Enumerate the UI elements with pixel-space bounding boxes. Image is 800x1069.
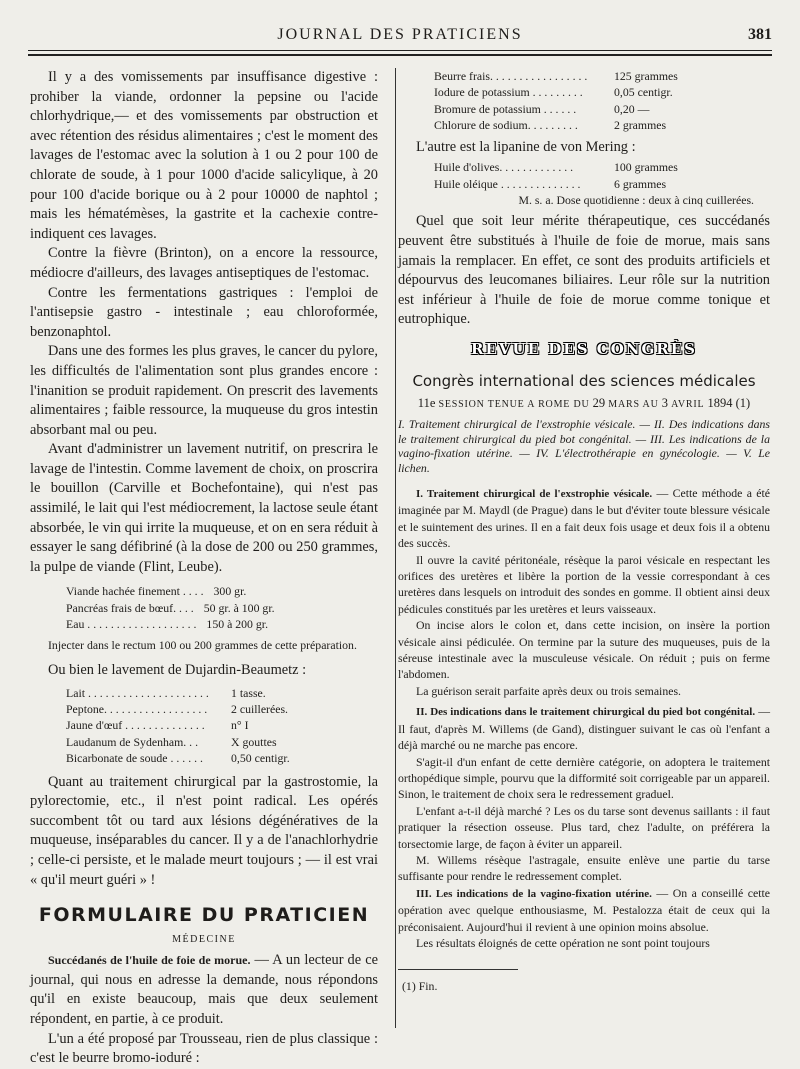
paragraph: Quant au traitement chirurgical par la gastrostomie, la pylorectomie, etc., il n'est point radical. Les opérés succombent tôt ou tard aux lésions dégénératives de la muqueuse, inséparables du cancer. Il y a de l'anachlorhydrie ; celle-ci persiste, et le malade meurt toujours ; — il est vrai « qu'il meurt guéri » ! (30, 773, 378, 888)
session-line: 11e SESSION TENUE A ROME DU 29 MARS AU 3 AVRIL 1894 (1) (417, 396, 751, 410)
column-divider (395, 68, 396, 1028)
paragraph: On incise alors le colon et, dans cette incision, on insère la portion vésicale ainsi pédiculée. On termine par la suture des muqueuses, puis de la séreuse intestinale avec la musculeuse vésicale. On réduit ; puis on ferme l'abdomen. (398, 618, 770, 682)
paragraph: Avant d'administrer un lavement nutritif, on prescrira le lavage de l'intestin. Comme lavement de choix, on proscrira le bouillon (Carville et Bochefontaine), qui n'est pas assimilé, le lait qui l'est médiocrement, la lactose seule étant absorbée, le vin qui irrite la muqueuse, et on en sera réduit à essayer le sang défibriné (à la dose de 200 ou 250 grammes, la pulpe de viande (Flint, Leube). (30, 441, 378, 575)
recipe-list (434, 68, 704, 134)
paragraph: S'agit-il d'un enfant de cette dernière catégorie, on adoptera le traitement orthopédique simple, pourvu que la difformité soit corrigeable par un appareil. Sinon, le traitement de choix sera le redressement graduel. (398, 754, 770, 802)
paragraph: Ou bien le lavement de Dujardin-Beaumetz : (48, 662, 307, 679)
paragraph: Les résultats éloignés de cette opération ne sont point toujours (416, 935, 710, 950)
right-column (398, 68, 770, 995)
paragraph: Quel que soit leur mérite thérapeutique, ces succédanés peuvent être substitués à l'huile de foie de morue, mais sans jamais la remplacer. En effet, ce sont des produits artificiels et dépourvus des leucomanes biliaires. Leur rôle sur la nutrition est inférieur à l'huile de foie de morue comme tonique et eutrophique. (398, 213, 770, 328)
paragraph-lead: Succédanés de l'huile de foie de morue. (48, 953, 251, 968)
paragraph: Contre les fermentations gastriques : l'emploi de l'antisepsie gastro - intestinale ; eau chloroformée, benzonaphtol. (30, 284, 378, 340)
recipe-row: Eau . . . . . . . . . . . . . . . . . . . 150 à 200 gr. (66, 617, 269, 632)
recipe-list (434, 159, 704, 192)
paragraph: L'autre est la lipanine de von Mering : (416, 138, 636, 155)
paragraph-lead: I. Traitement chirurgical de l'exstrophie vésicale. (416, 488, 653, 500)
paragraph: Il y a des vomissements par insuffisance digestive : prohiber la viande, ordonner la pepsine ou l'acide chlorhydrique,— et des vomissements par obstruction et avec rétention des résidus alimentaires ; c'est le moment des lavages de l'estomac avec la solution à 1 ou 2 pour 100 de chlorate de soude, à 1 pour 1000 d'acide salicylique, à 20 pour 100 d'acide borique ou à 2 pour 10000 de naphtol ; mais les hématémèses, la gastrite et la cachexie contre-indiquent ces lavages. (30, 69, 378, 242)
congress-title: Congrès international des sciences médicales (412, 372, 756, 390)
recipe-row: Chlorure de sodium. . . . . . . . . 2 grammes (434, 118, 667, 133)
subsection-caption: MÉDECINE (172, 934, 236, 946)
page-number: 381 (748, 26, 772, 43)
recipe-row: Lait . . . . . . . . . . . . . . . . . . . . . 1 tasse. (66, 685, 266, 700)
dose-note: M. s. a. Dose quotidienne : deux à cinq cuillerées. (518, 193, 754, 208)
summary: I. Traitement chirurgical de l'exstrophie vésicale. — II. Des indications dans le traitement chirurgical du pied bot congénital. — III. Les indications de la vagino-fixation utérine. — IV. L'électrothérapie en gynécologie. — V. Le lichen. (398, 417, 770, 475)
recipe-row: Huile oléique . . . . . . . . . . . . . . 6 grammes (434, 176, 667, 191)
journal-title: JOURNAL DES PRATICIENS (277, 26, 523, 43)
paragraph: I. Traitement chirurgical de l'exstrophie vésicale. — Cette méthode a été imaginée par M. Maydl (de Prague) dans le but d'éviter toute blessure vésicale et le suintement des urines. Il en a fait deux fois usage et deux fois il a obtenu des succès. (398, 486, 770, 551)
paragraph: M. Willems résèque l'astragale, ensuite enlève une partie du tarse suffisante pour rendre le redressement complet. (398, 852, 770, 884)
paragraph: Injecter dans le rectum 100 ou 200 grammes de cette préparation. (48, 637, 357, 652)
recipe-list (66, 583, 336, 632)
recipe-list (66, 685, 336, 767)
header-rule (28, 50, 772, 51)
recipe-row: Laudanum de Sydenham. . . X gouttes (66, 734, 277, 749)
recipe-row: Jaune d'œuf . . . . . . . . . . . . . . n° I (66, 718, 249, 733)
paragraph: Contre la fièvre (Brinton), on a encore la ressource, médiocre d'ailleurs, des lavages antiseptiques de l'estomac. (30, 245, 378, 281)
running-header (28, 26, 772, 48)
recipe-row: Huile d'olives. . . . . . . . . . . . . 100 grammes (434, 160, 678, 175)
section-title: FORMULAIRE DU PRATICIEN (38, 904, 370, 927)
recipe-row: Bromure de potassium . . . . . . 0,20 — (434, 101, 650, 116)
paragraph: L'enfant a-t-il déjà marché ? Les os du tarse sont devenus saillants : il faut pratiquer la résection osseuse. Plus tard, chez l'adulte, on préférera la torsectomie large, de façon à éviter un appareil. (398, 803, 770, 851)
recipe-row: Beurre frais. . . . . . . . . . . . . . . . . 125 grammes (434, 69, 678, 83)
recipe-row: Bicarbonate de soude . . . . . . 0,50 centigr. (66, 751, 290, 766)
footnote: (1) Fin. (402, 979, 438, 994)
recipe-row: Iodure de potassium . . . . . . . . . 0,05 centigr. (434, 85, 673, 100)
paragraph: Dans une des formes les plus graves, le cancer du pylore, les difficultés de l'alimentation sont plus grandes encore : l'inanition se produit rapidement. On prescrit des lavements alimentaires ; faible ressource, la muqueuse du gros intestin absorbant mal ou peu. (30, 343, 378, 438)
recipe-row: Viande hachée finement . . . . 300 gr. (66, 584, 247, 599)
paragraph: Il ouvre la cavité péritonéale, résèque la paroi vésicale en respectant les orifices des uretères et libère la portion de la vessie correspondant à ces uretères dans lesquels on introduit des sondes en gomme. Il obtient ainsi deux pédicules constitués par les uretères et leurs vaisseaux. (398, 552, 770, 616)
left-column (30, 68, 378, 1069)
recipe-row: Peptone. . . . . . . . . . . . . . . . . . 2 cuillerées. (66, 702, 288, 717)
paragraph-lead: III. Les indications de la vagino-fixation utérine. (416, 887, 652, 900)
section-title: REVUE DES CONGRÈS (470, 340, 698, 358)
paragraph-lead: II. Des indications dans le traitement chirurgical du pied bot congénital. (416, 706, 756, 719)
paragraph: Succédanés de l'huile de foie de morue. — A un lecteur de ce journal, qui nous en adresse la demande, nous répondons qu'il en existe beaucoup, mais que deux seulement répondent, en partie, à ce produit. (30, 952, 378, 1028)
recipe-row: Pancréas frais de bœuf. . . . 50 gr. à 100 gr. (66, 600, 275, 615)
paragraph: II. Des indications dans le traitement chirurgical du pied bot congénital. — Il faut, d'après M. Willems (de Gand), distinguer suivant le cas où l'enfant a déjà marché ou ne marche pas encore. (398, 704, 770, 753)
paragraph: L'un a été proposé par Trousseau, rien de plus classique : c'est le beurre bromo-ioduré : (30, 1030, 378, 1067)
paragraph: III. Les indications de la vagino-fixation utérine. — On a conseillé cette opération avec quelque enthousiasme, M. Pestalozza était de ceux qui la préconisaient. Aujourd'hui il revient à une opinion moins absolue. (398, 885, 770, 934)
header-rule-thick (28, 54, 772, 56)
footnote-rule (398, 969, 518, 970)
paragraph: La guérison serait parfaite après deux ou trois semaines. (416, 683, 682, 698)
